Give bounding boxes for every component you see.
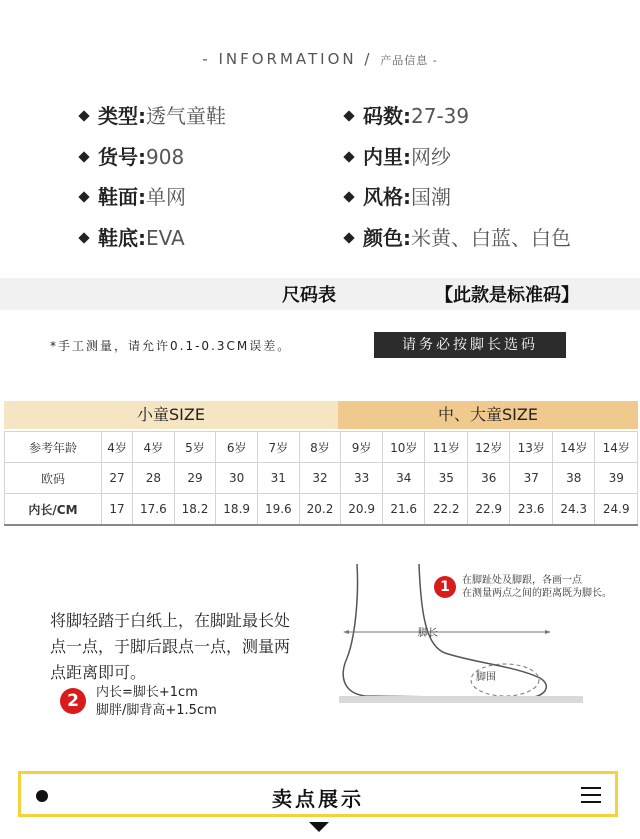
- attr-value: 国潮: [411, 185, 451, 209]
- table-cell: 37: [510, 463, 553, 494]
- table-cell: 17.6: [133, 494, 175, 526]
- table-cell: 22.9: [467, 494, 510, 526]
- diamond-icon: [78, 191, 89, 202]
- label-foot-length: 脚长: [418, 628, 438, 639]
- table-cell: 20.2: [299, 494, 341, 526]
- table-cell: 4岁: [133, 432, 175, 463]
- step-1-note-line2: 在测量两点之间的距离既为脚长。: [462, 588, 612, 599]
- table-cell: 23.6: [510, 494, 553, 526]
- attr-key: 货号:: [98, 145, 146, 169]
- attr-key: 类型:: [98, 104, 146, 128]
- diamond-icon: [343, 191, 354, 202]
- measure-advice-label: 请务必按脚长选码: [374, 332, 566, 358]
- row-label: 欧码: [5, 463, 102, 494]
- table-cell: 21.6: [382, 494, 425, 526]
- table-cell: 24.9: [595, 494, 638, 526]
- attr-color: [345, 222, 571, 251]
- table-cell: 22.2: [425, 494, 468, 526]
- attr-size: [345, 100, 469, 129]
- selling-points-title: 卖点展示: [272, 787, 364, 811]
- table-cell: 36: [467, 463, 510, 494]
- label-foot-girth: 脚围: [476, 672, 496, 683]
- standard-size-note: 【此款是标准码】: [435, 285, 579, 306]
- attr-key: 鞋面:: [98, 185, 146, 209]
- attr-value: 透气童鞋: [146, 104, 226, 128]
- menu-icon[interactable]: [581, 787, 601, 808]
- measure-instruction: 将脚轻踏于白纸上，在脚趾最长处点一点，于脚后跟点一点，测量两点距离即可。: [50, 611, 291, 682]
- row-label: 参考年龄: [5, 432, 102, 463]
- table-cell: 24.3: [552, 494, 595, 526]
- size-chart-bar: [0, 278, 640, 310]
- diamond-icon: [343, 232, 354, 243]
- diamond-icon: [78, 232, 89, 243]
- attr-value: 米黄、白蓝、白色: [411, 226, 571, 250]
- attr-style: [345, 181, 451, 210]
- table-cell: 7岁: [257, 432, 299, 463]
- down-arrow-icon: [309, 822, 329, 832]
- diamond-icon: [78, 151, 89, 162]
- attr-key: 鞋底:: [98, 226, 146, 250]
- step-1-note-line1: 在脚趾处及脚跟，各画一点: [462, 575, 582, 586]
- size-table: [4, 431, 638, 526]
- step-2-text: [96, 684, 217, 720]
- step-1-note: [462, 574, 640, 600]
- table-cell: 14岁: [552, 432, 595, 463]
- step-2-badge: 2: [60, 688, 86, 714]
- diamond-icon: [343, 110, 354, 121]
- table-cell: 18.9: [216, 494, 258, 526]
- diamond-icon: [78, 110, 89, 121]
- attr-upper: [80, 181, 186, 210]
- table-cell: 34: [382, 463, 425, 494]
- table-cell: 17: [102, 494, 133, 526]
- measure-note: *手工测量，请允许0.1-0.3CM误差。: [50, 339, 292, 353]
- ground-ruler: [339, 696, 583, 703]
- table-cell: 39: [595, 463, 638, 494]
- table-cell: 12岁: [467, 432, 510, 463]
- attr-key: 内里:: [363, 145, 411, 169]
- table-cell: 11岁: [425, 432, 468, 463]
- table-row-eu: [5, 463, 638, 494]
- table-row-length: [5, 494, 638, 526]
- table-cell: 38: [552, 463, 595, 494]
- diamond-icon: [343, 151, 354, 162]
- info-title: [0, 50, 640, 68]
- attr-value: EVA: [146, 226, 185, 250]
- attr-value: 27-39: [411, 104, 470, 128]
- size-chart-title: 尺码表: [282, 285, 336, 306]
- wide-foot-rule: 脚胖/脚背高+1.5cm: [96, 703, 217, 718]
- info-title-sub: 产品信息 -: [380, 54, 438, 67]
- attr-value: 网纱: [411, 145, 451, 169]
- table-cell: 30: [216, 463, 258, 494]
- band-big-size: 中、大童SIZE: [338, 401, 638, 429]
- table-cell: 13岁: [510, 432, 553, 463]
- table-cell: 8岁: [299, 432, 341, 463]
- table-cell: 28: [133, 463, 175, 494]
- step-1-badge: 1: [434, 576, 456, 598]
- row-label: 内长/CM: [5, 494, 102, 526]
- table-cell: 32: [299, 463, 341, 494]
- attr-value: 单网: [146, 185, 186, 209]
- table-cell: 4岁: [102, 432, 133, 463]
- table-cell: 10岁: [382, 432, 425, 463]
- attr-key: 颜色:: [363, 226, 411, 250]
- table-cell: 5岁: [174, 432, 216, 463]
- info-title-main: - INFORMATION /: [202, 50, 381, 68]
- table-cell: 20.9: [341, 494, 383, 526]
- attr-sole: [80, 222, 185, 251]
- table-cell: 19.6: [257, 494, 299, 526]
- table-cell: 6岁: [216, 432, 258, 463]
- attr-type: [80, 100, 226, 129]
- arrow-right-icon: [545, 630, 551, 634]
- table-cell: 33: [341, 463, 383, 494]
- attr-lining: [345, 141, 451, 170]
- band-small-size: 小童SIZE: [4, 401, 338, 429]
- table-row-age: [5, 432, 638, 463]
- table-cell: 35: [425, 463, 468, 494]
- table-cell: 9岁: [341, 432, 383, 463]
- arrow-left-icon: [343, 630, 349, 634]
- table-cell: 18.2: [174, 494, 216, 526]
- table-cell: 31: [257, 463, 299, 494]
- table-cell: 29: [174, 463, 216, 494]
- attr-key: 码数:: [363, 104, 411, 128]
- selling-points-bar[interactable]: [18, 771, 618, 817]
- attr-value: 908: [146, 145, 185, 169]
- inner-length-rule: 内长=脚长+1cm: [96, 685, 198, 700]
- attr-key: 风格:: [363, 185, 411, 209]
- table-cell: 27: [102, 463, 133, 494]
- table-cell: 14岁: [595, 432, 638, 463]
- attr-sku: [80, 141, 184, 170]
